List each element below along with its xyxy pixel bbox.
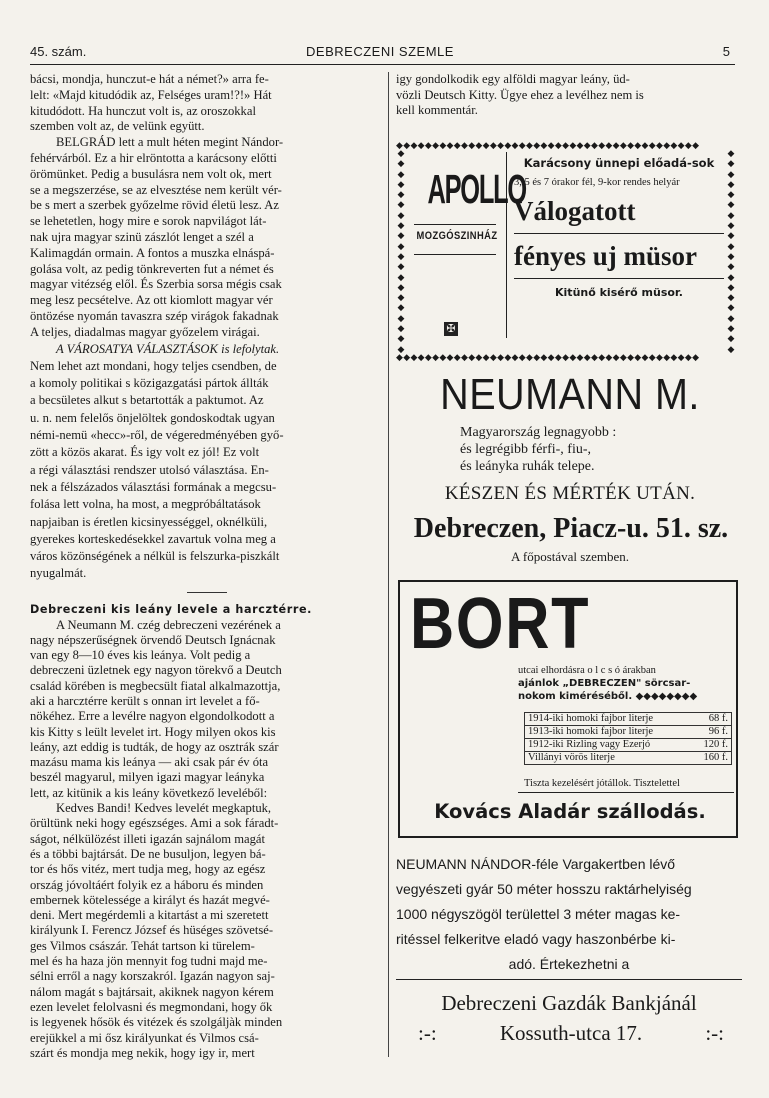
text-line: Nem lehet azt mondani, hogy teljes csendben, de: [30, 358, 277, 373]
text-line: se a megszerzése, se az elvesztése nem került vér-: [30, 182, 282, 197]
text-line: utcai elhordásra o l c s ó árakban: [518, 665, 656, 676]
text-line: ország jóvoltáért folyik ez a háboru és minden: [30, 877, 264, 892]
wine-ad-info: [518, 664, 734, 703]
program-rule: [514, 278, 724, 279]
wine-price: 96 f.: [692, 726, 731, 739]
table-row: [525, 726, 732, 739]
text-line: A Neumann M. czég debreczeni vezérének a: [56, 617, 281, 632]
wine-price: 120 f.: [692, 739, 731, 752]
text-line: kis Kitty s leült levelet irt. Hogy milyen okos kis: [30, 724, 276, 739]
text-line: mazásu mama kis leánya — aki csak pár év óta: [30, 755, 269, 770]
apollo-logo: APOLLO: [427, 166, 526, 212]
text-line: lett, az kitünik a kis leány következő leveléből:: [30, 785, 268, 800]
text-line: folása lett volna, ha most, a megpróbáltatások: [30, 497, 261, 512]
text-line: leány, azt eddig is tudták, de hogy az osztrák szár: [30, 739, 279, 754]
text-line: örömünket. Pedig a busulásra nem volt ok, mert: [30, 166, 272, 181]
text-line: mel és ha haza jön mennyit fog tudni majd me-: [30, 954, 268, 969]
wine-ad-headline: BORT: [410, 584, 591, 664]
issue-number: 45. szám.: [30, 44, 87, 59]
text-line: kitudódott. Ha hunczut volt is, az oroszokkal: [30, 103, 256, 118]
text-line: NEUMANN NÁNDOR-féle Vargakertben lévő: [396, 856, 676, 872]
text-line: kell kommentár.: [396, 103, 478, 117]
text-line: ritéssel felkeritve eladó vagy haszonbérbe ki-: [396, 931, 676, 947]
apollo-logo-panel: [408, 152, 526, 338]
text-line: nak ujra magyar szinü zászlót lenget a szél a: [30, 229, 254, 244]
text-line: öntözése nyomán tavaszra szép virágok fakadnak: [30, 308, 279, 323]
bank-address: Kossuth-utca 17.: [499, 1021, 643, 1045]
program-rule: [514, 233, 724, 234]
text-line: ezen levelet felolvasni és megmondani, hogy ők: [30, 999, 273, 1014]
text-line: beszél magyarul, milyen igazi magyar leányka: [30, 770, 265, 785]
wine-ad-footer: Tiszta kezelésért jótállok. Tisztelettel: [524, 778, 680, 789]
text-line: némi-nemü «hecc»-ről, de végeredményében győ-: [30, 428, 284, 443]
text-line: be s mert a szerbek győzelme rövid életü lesz. Az: [30, 198, 279, 213]
header-rule: [30, 64, 735, 65]
text-line: lelt: «Majd kitudódik az, Felséges uram!?!» Hát: [30, 87, 272, 102]
apollo-bottom-text: Kitünő kisérő müsor.: [555, 286, 683, 299]
text-line: nagy népszerűségnek örvendő Deutsch Ignácnak: [30, 632, 276, 647]
text-line: nokom kiméréséből. ◆◆◆◆◆◆◆◆: [518, 691, 698, 702]
text-line: bácsi, mondja, hunczut-e hát a német?» arra fe-: [30, 72, 269, 86]
text-line: BELGRÁD lett a mult héten megint Nándor-: [56, 135, 284, 150]
factory-ad: [396, 852, 742, 977]
wine-price-table: [524, 712, 732, 765]
text-line: aki a harcztérre került s onnan irt levelet a fő-: [30, 693, 260, 708]
text-line: vegyészeti gyár 50 méter hosszu raktárhelyiség: [396, 881, 692, 897]
text-line: debreczeni üzletnek egy nagyon törekvő a Deutch: [30, 663, 282, 678]
neumann-ad-lines: [460, 424, 700, 475]
belgrad-paragraph: [30, 135, 384, 340]
ornament-left: :-:: [418, 1021, 437, 1045]
apollo-big-text-1: Válogatott: [514, 196, 636, 226]
ornament-right: :-:: [705, 1021, 724, 1045]
text-line: Kedves Bandi! Kedves levelét megkaptuk,: [56, 801, 272, 816]
logo-rule: [414, 224, 496, 225]
neumann-ad-address: Debreczen, Piacz-u. 51. sz.: [413, 513, 729, 544]
apollo-program: [514, 152, 724, 348]
wine-price: 68 f.: [692, 713, 731, 726]
text-line: gyerekes korteskedésekkel zavartuk volna meg a: [30, 531, 276, 546]
text-line: Kalimagdán ormain. A fontos a muszka elnáspá-: [30, 245, 275, 260]
neumann-ad-title: NEUMANN M.: [440, 370, 700, 419]
apollo-big-text-2: fényes uj müsor: [514, 241, 697, 271]
text-line: se lehetetlen, hogy mire e sorok napvilágot lát-: [30, 214, 267, 229]
apollo-ad-body: [408, 152, 724, 350]
subtitle-rule: [414, 254, 496, 255]
text-line: fehérvárból. Ez a hir elröntotta a karácsony előtti: [30, 150, 277, 165]
neumann-ad-note: A főpostával szemben.: [510, 549, 630, 564]
wine-price: 160 f.: [692, 752, 731, 765]
footer-rule: [518, 792, 734, 793]
wine-name: 1914-iki homoki fajbor literje: [525, 713, 693, 726]
page-number: 5: [722, 44, 730, 59]
text-line: A VÁROSATYA VÁLASZTÁSOK is lefolytak.: [56, 341, 280, 356]
dotted-border-left: ◆ ◆ ◆ ◆ ◆ ◆ ◆ ◆ ◆ ◆ ◆ ◆ ◆ ◆ ◆ ◆ ◆ ◆ ◆ ◆: [397, 148, 405, 354]
text-line: és legrégibb férfi-, fiu-,: [460, 442, 591, 457]
text-line: u. n. nem felelős önjelöltek gondoskodtak ugyan: [30, 410, 275, 425]
wine-ad: [398, 580, 738, 838]
apollo-cinema-ad: [396, 140, 736, 362]
text-line: deni. Mert megérdemli a kitartást a mi szeretett: [30, 908, 269, 923]
text-line: is legyenek hősök és vitézek és szolgáljàk minden: [30, 1015, 283, 1030]
text-line: adó. Értekezhetni a: [508, 956, 630, 972]
text-line: város közönségének a nélkül is felszurka-piszkált: [30, 549, 280, 564]
text-line: család körében is megbecsült fiatal alkalmazottja,: [30, 678, 281, 693]
text-line: ges Vilmos császár. Tehát tartson ki türelem-: [30, 938, 255, 953]
text-line: ajánlok „DEBRECZEN" sörcsar-: [518, 678, 691, 689]
wine-name: 1912-iki Rizling vagy Ezerjó: [525, 739, 693, 752]
section-divider: [187, 592, 227, 593]
text-line: királyunk I. Ferencz József és hüséges szövetsé-: [30, 923, 274, 938]
table-row: [525, 713, 732, 726]
newspaper-title: DEBRECZENI SZEMLE: [306, 44, 454, 59]
text-line: örültünk neki hogy egészséges. Ami a sok fáradt-: [30, 816, 279, 831]
text-line: igy gondolkodik egy alföldi magyar leány, üd-: [396, 72, 630, 86]
text-line: nyugalmát.: [30, 566, 87, 581]
text-line: nökéhez. Erre a levélre nagyon elgondolkodott a: [30, 709, 275, 724]
text-line: erejükkel a mi ősz királyunkat és Vilmos csá-: [30, 1030, 259, 1045]
wine-name: Villányi vörös literje: [525, 752, 693, 765]
article-body: [30, 618, 384, 1062]
dotted-border-right: ◆ ◆ ◆ ◆ ◆ ◆ ◆ ◆ ◆ ◆ ◆ ◆ ◆ ◆ ◆ ◆ ◆ ◆ ◆ ◆: [727, 148, 735, 354]
ornament-icon: ✠: [444, 322, 458, 336]
text-line: vözli Deutsch Kitty. Ügye ehez a levélhez nem is: [396, 87, 644, 102]
text-line: napjaiban is éretlen kicsinyességgel, oknélküli,: [30, 514, 268, 529]
page-header: [30, 40, 730, 62]
text-line: és a többi bajtársát. De ne busuljon, legyen bá-: [30, 846, 266, 861]
left-column: [30, 72, 384, 1061]
text-line: meg lesz pecsételve. Az ott kiomlott magyar vér: [30, 293, 273, 308]
dotted-border-bottom: ◆◆◆◆◆◆◆◆◆◆◆◆◆◆◆◆◆◆◆◆◆◆◆◆◆◆◆◆◆◆◆◆◆◆◆◆◆◆◆◆◆◆: [396, 352, 700, 362]
right-column: [396, 72, 739, 119]
apollo-subtitle: MOZGÓSZINHÁZ: [416, 230, 498, 242]
neumann-ad-slogan: KÉSZEN ÉS MÉRTÉK UTÁN.: [444, 483, 696, 504]
apollo-times: 3, 5 és 7 órakor fél, 9-kor rendes helyár: [514, 177, 680, 188]
text-line: a becsületes alkut s betartották a paktumot. Az: [30, 393, 264, 408]
wine-name: 1913-iki homoki fajbor literje: [525, 726, 693, 739]
factory-ad-rule: [396, 979, 742, 980]
text-line: szárt és mondja meg nekik, hogy igy ir, mert: [30, 1045, 255, 1060]
text-line: magyar vitézség elől. És Szerbia sorsa mégis csak: [30, 277, 282, 292]
text-line: embernek kötelessége a királyt és hazát megvé-: [30, 892, 270, 907]
apollo-headline: Karácsony ünnepi előadá-sok: [523, 156, 715, 170]
text-line: nek a félszázados választási formának a megcsu-: [30, 479, 277, 494]
text-line: a komoly politikai s közigazgatási pártok állták: [30, 376, 269, 391]
text-line: szemben volt az, de velünk együtt.: [30, 119, 205, 134]
intro-paragraph: [30, 72, 384, 135]
text-line: Magyarország legnagyobb :: [460, 425, 617, 440]
column-rule: [388, 72, 389, 1057]
text-line: A teljes, diadalmas magyar győzelem virágai.: [30, 324, 260, 339]
text-line: tor és hős vitéz, mert tudja meg, hogy az egész: [30, 862, 266, 877]
text-line: zött a közös akarat. És igy volt ez jól! Ez volt: [30, 445, 260, 460]
text-line: a régi választási rendszer utolsó választása. En-: [30, 462, 269, 477]
table-row: [525, 739, 732, 752]
text-line: golása volt, az pedig tönkreverten fut a német és: [30, 261, 274, 276]
article-title: Debreczeni kis leány levele a harcztérre.: [30, 602, 313, 616]
valasztas-paragraph: [30, 341, 384, 583]
bank-name: Debreczeni Gazdák Bankjánál: [441, 991, 697, 1015]
wine-ad-owner: Kovács Aladár szállodás.: [434, 800, 706, 823]
dotted-border-top: ◆◆◆◆◆◆◆◆◆◆◆◆◆◆◆◆◆◆◆◆◆◆◆◆◆◆◆◆◆◆◆◆◆◆◆◆◆◆◆◆◆◆: [396, 140, 700, 150]
text-line: 1000 négyszögöl területtel 3 méter magas ke-: [396, 906, 681, 922]
table-row: [525, 752, 732, 765]
text-line: ságot, nélkülözést illeti igazán sajnálom magát: [30, 831, 266, 846]
text-line: és leányka ruhák telepe.: [460, 459, 595, 474]
text-line: van egy 8—10 éves kis leánya. Volt pedig a: [30, 648, 251, 663]
text-line: nálom magát s bajtársait, akiknek nagyon kérem: [30, 984, 274, 999]
text-line: sélni erről a nagy korszakról. Igazán nagyon saj-: [30, 969, 275, 984]
